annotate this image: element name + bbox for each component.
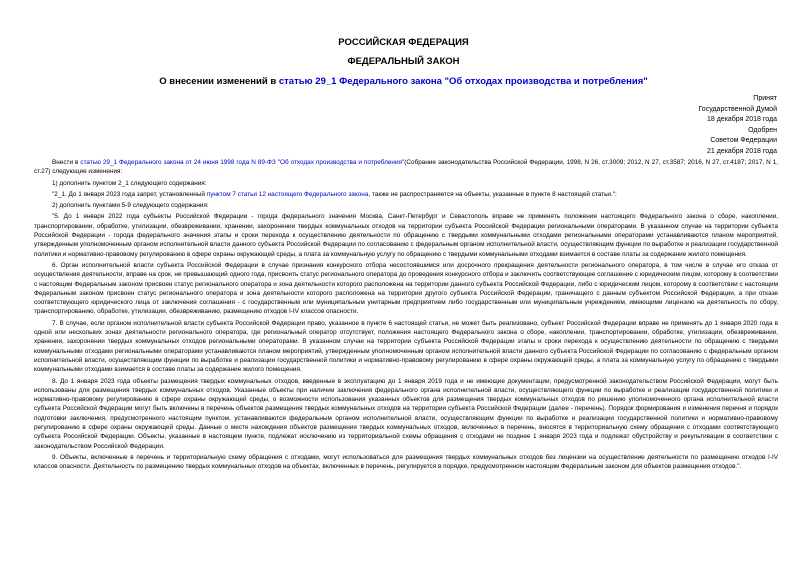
item-paragraph: 9. Объекты, включенные в перечень и территориальную схему обращения с отходами, могут использоваться для размещения твердых коммунальных отходов без лицензии на осуществление деятельности по размещению отходов I-IV классов опасности. Деятельность по размещению твердых коммунальных отходов на объектах, включенных в перечень, регулируется в порядке, предусмотренном настоящим Федеральным законом для объектов размещения отходов.". <box>34 453 778 471</box>
item-paragraph: 1) дополнить пунктом 2_1 следующего содержания: <box>52 179 207 187</box>
item-text: , также не распространяется на объекты, указанные в пункте 8 настоящей статьи."; <box>368 190 617 198</box>
item-text: "2_1. До 1 января 2023 года запрет, установленный <box>52 190 207 198</box>
item-paragraph: 6. Орган исполнительной власти субъекта Российской Федерации в случае признания конкурсного отбора несостоявшимся или досрочного прекращения деятельности регионального оператора, в том числе в случае его отказа от осуществления деятельности, вправе на срок, не превышающий одного года, присвоить статус регионального оператора до проведения конкурсного отбора и заключить соответствующее соглашение с юридическим лицом, которому в соответствии с настоящим Федеральным законом присвоен статус регионального оператора и зона деятельности которого расположена на территории данного субъекта Российской Федерации, либо с юридическим лицом, которому в соответствии с настоящим Федеральным законом присвоен статус регионального оператора и зона деятельности которого расположена на территории другого субъекта Российской Федерации, граничащего с данным субъектом Российской Федерации, а при отказе соответствующего юридического лица от заключения соглашения - с государственным или муниципальным унитарным предприятием либо государственным или муниципальным учреждением, имеющими лицензию на деятельность по сбору, транспортированию, обработке, утилизации, обезвреживанию, размещению отходов I-IV классов опасности. <box>34 261 778 316</box>
intro-article-link[interactable]: статью 29_1 Федерального закона от 24 июня 1998 года N 89-ФЗ "Об отходах производства и потребления" <box>80 159 405 166</box>
acceptance-line: Советом Федерации <box>710 137 777 144</box>
acceptance-line: Принят <box>753 95 777 102</box>
intro-suffix: (Собрание законодательства Российской Федерации, 1998, N 26, ст.3009; 2012, N 27, ст.3587; 2016, N 27, ст.4187; 2017, N 1, ст.27) следующие изменения: <box>34 159 779 176</box>
item-paragraph: "5. До 1 января 2022 года субъекты Российской Федерации - города федерального значения Москва, Санкт-Петербург и Севастополь вправе не применять положения настоящего Федерального закона о сборе, накоплении, транспортировании, обработке, утилизации, обезвреживании, хранении, захоронении твердых коммунальных отходов на территории субъекта Российской Федерации региональными операторами. В указанном случае на территории субъекта Российской Федерации - города федерального значения этапы и сроки перехода к осуществлению деятельности по обращению с твердыми коммунальными отходами региональными операторами устанавливаются планом мероприятий, утвержденным уполномоченным органом исполнительной власти данного субъекта Российской Федерации по согласованию с федеральным органом исполнительной власти, осуществляющим функции по выработке и реализации государственной политики и нормативно-правовому регулированию в сфере охраны окружающей среды, а плата за коммунальную услугу по обращению с твердыми коммунальными отходами взимается в составе платы за содержание жилого помещения. <box>34 213 778 258</box>
intro-prefix: Внести в <box>52 159 81 166</box>
document-body <box>34 158 778 472</box>
acceptance-line: Одобрен <box>748 126 777 134</box>
article-12-link[interactable]: пунктом 7 статьи 12 настоящего Федерального закона <box>206 190 369 198</box>
acceptance-line: Государственной Думой <box>698 105 777 113</box>
acceptance-line: 21 декабря 2018 года <box>706 147 777 155</box>
document-title-type: ФЕДЕРАЛЬНЫЙ ЗАКОН <box>347 56 460 67</box>
subject-article-link[interactable]: статью 29_1 Федерального закона "Об отходах производства и потребления" <box>278 76 648 87</box>
item-paragraph: 2) дополнить пунктами 5-9 следующего содержания: <box>52 202 209 210</box>
item-paragraph: 7. В случае, если органом исполнительной власти субъекта Российской Федерации право, указанное в пункте 6 настоящей статьи, не может быть реализовано, субъект Российской Федерации вправе не применять до 1 января 2020 года в одной или нескольких зонах деятельности регионального оператора, где региональный оператор отсутствует, положения настоящего Федерального закона о сборе, накоплении, транспортировании, обработке, утилизации, обезвреживании, хранении, захоронении твердых коммунальных отходов региональными операторами. В указанном случае на территории субъекта Российской Федерации этапы и сроки перехода к осуществлению деятельности по обращению с твердыми коммунальными отходами региональными операторами устанавливаются планом мероприятий, утвержденным уполномоченным органом исполнительной власти данного субъекта Российской Федерации по согласованию с федеральным органом исполнительной власти, осуществляющим функции по выработке и реализации государственной политики и нормативно-правовому регулированию в сфере охраны окружающей среды, а плата за коммунальную услугу по обращению с твердыми коммунальными отходами взимается в составе платы за содержание жилого помещения. <box>34 319 778 374</box>
document-title-country: РОССИЙСКАЯ ФЕДЕРАЦИЯ <box>338 37 469 48</box>
document-subject <box>0 76 807 87</box>
item-paragraph <box>34 190 778 199</box>
acceptance-block <box>698 94 777 157</box>
subject-prefix: О внесении изменений в <box>159 76 279 87</box>
intro-paragraph <box>34 158 778 177</box>
item-paragraph: 8. До 1 января 2023 года объекты размещения твердых коммунальных отходов, введенные в эксплуатацию до 1 января 2019 года и не имеющие документации, предусмотренной законодательством Российской Федерации, могут быть использованы для размещения твердых коммунальных отходов. Указанные объекты при наличии заключения федерального органа исполнительной власти, осуществляющего функции по выработке и реализации государственной политики и нормативно-правовому регулированию в сфере охраны окружающей среды, о возможности использования указанных объектов для размещения твердых коммунальных отходов по решению уполномоченного органа исполнительной власти субъекта Российской Федерации могут быть включены в перечень объектов размещения твердых коммунальных отходов на территории субъекта Российской Федерации (далее - перечень). Порядок формирования и изменения перечня и порядок подготовки заключения, предусмотренного настоящим пунктом, устанавливаются федеральным органом исполнительной власти, осуществляющим функции по выработке и реализации государственной политики и нормативно-правовому регулированию в сфере охраны окружающей среды. Данные о месте нахождения объектов размещения твердых коммунальных отходов, включенных в перечень, вносятся в территориальную схему обращения с отходами соответствующего субъекта Российской Федерации. Объекты, указанные в настоящем пункте, подлежат исключению из территориальной схемы обращения с отходами не позднее 1 января 2023 года и подлежат обустройству и рекультивации в соответствии с законодательством Российской Федерации. <box>34 377 778 450</box>
acceptance-line: 18 декабря 2018 года <box>706 116 777 123</box>
